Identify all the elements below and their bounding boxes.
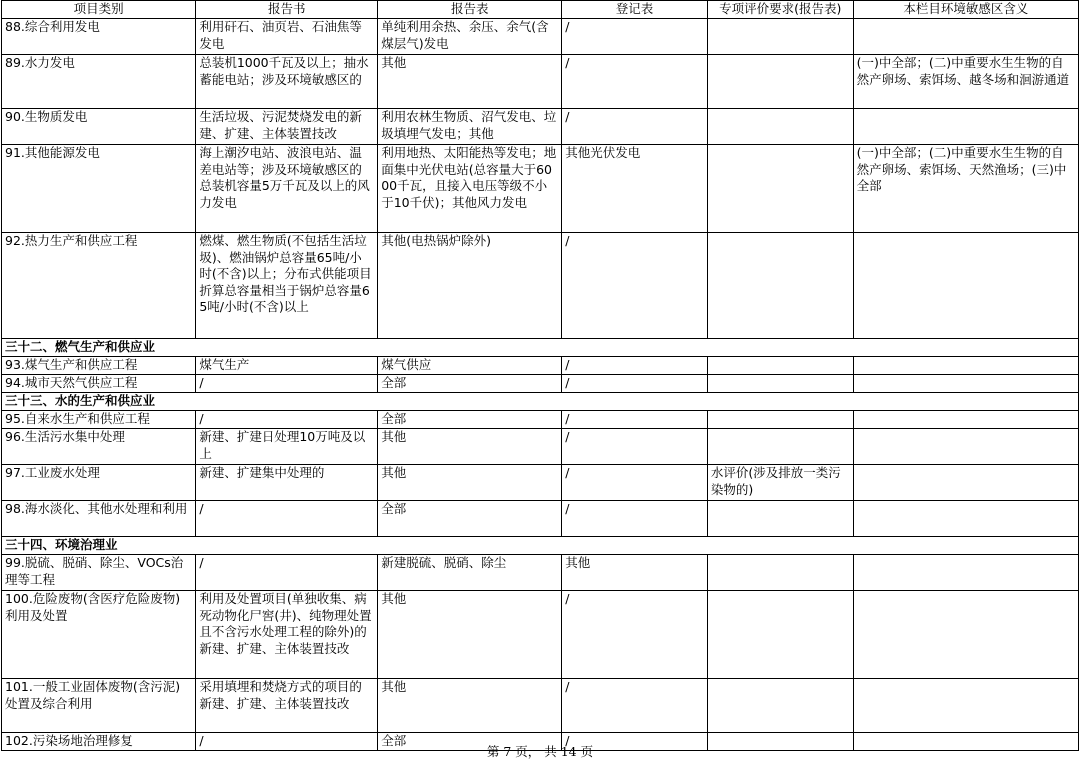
cell-project-category: 100.危险废物(含医疗危险废物)利用及处置 — [2, 591, 196, 679]
cell-registration-form: / — [562, 55, 708, 109]
eia-classification-table — [1, 0, 1079, 751]
cell-registration-form: / — [562, 19, 708, 55]
cell-report-form: 全部 — [378, 375, 562, 393]
cell-project-category: 89.水力发电 — [2, 55, 196, 109]
cell-sensitive-area-meaning — [853, 555, 1078, 591]
cell-sensitive-area-meaning — [853, 679, 1078, 733]
table-body — [2, 19, 1079, 751]
section-header-row — [2, 393, 1079, 411]
cell-special-evaluation — [707, 357, 853, 375]
cell-report-form: 煤气供应 — [378, 357, 562, 375]
cell-report-book: 利用矸石、油页岩、石油焦等发电 — [196, 19, 378, 55]
cell-project-category: 101.一般工业固体废物(含污泥)处置及综合利用 — [2, 679, 196, 733]
cell-registration-form: 其他 — [562, 555, 708, 591]
table-row — [2, 19, 1079, 55]
cell-special-evaluation — [707, 501, 853, 537]
table-row — [2, 429, 1079, 465]
cell-registration-form: / — [562, 357, 708, 375]
cell-project-category: 91.其他能源发电 — [2, 145, 196, 233]
cell-project-category: 96.生活污水集中处理 — [2, 429, 196, 465]
cell-registration-form: / — [562, 411, 708, 429]
header-report-form: 报告表 — [378, 1, 562, 19]
cell-special-evaluation — [707, 233, 853, 339]
cell-report-book: / — [196, 733, 378, 751]
cell-project-category: 92.热力生产和供应工程 — [2, 233, 196, 339]
header-report-book: 报告书 — [196, 1, 378, 19]
cell-report-book: 总装机1000千瓦及以上；抽水蓄能电站；涉及环境敏感区的 — [196, 55, 378, 109]
section-title: 三十三、水的生产和供应业 — [2, 393, 1079, 411]
cell-registration-form: / — [562, 465, 708, 501]
cell-report-book: 海上潮汐电站、波浪电站、温差电站等；涉及环境敏感区的总装机容量5万千瓦及以上的风力发电 — [196, 145, 378, 233]
cell-project-category: 98.海水淡化、其他水处理和利用 — [2, 501, 196, 537]
table-row — [2, 375, 1079, 393]
table-header-row — [2, 1, 1079, 19]
cell-report-form: 全部 — [378, 733, 562, 751]
cell-report-form: 其他 — [378, 591, 562, 679]
cell-sensitive-area-meaning — [853, 109, 1078, 145]
cell-registration-form: / — [562, 679, 708, 733]
section-title: 三十二、燃气生产和供应业 — [2, 339, 1079, 357]
cell-registration-form: / — [562, 591, 708, 679]
table-row — [2, 591, 1079, 679]
table-row — [2, 357, 1079, 375]
table-row — [2, 233, 1079, 339]
cell-sensitive-area-meaning — [853, 465, 1078, 501]
table-row — [2, 55, 1079, 109]
cell-report-form: 其他(电热锅炉除外) — [378, 233, 562, 339]
cell-report-book: 新建、扩建日处理10万吨及以上 — [196, 429, 378, 465]
cell-registration-form: / — [562, 429, 708, 465]
cell-report-form: 其他 — [378, 465, 562, 501]
cell-special-evaluation — [707, 429, 853, 465]
cell-registration-form: / — [562, 233, 708, 339]
cell-report-book: 利用及处置项目(单独收集、病死动物化尸窖(井)、纯物理处置且不含污水处理工程的除外)的新建、扩建、主体装置技改 — [196, 591, 378, 679]
cell-report-form: 全部 — [378, 411, 562, 429]
cell-sensitive-area-meaning — [853, 429, 1078, 465]
section-header-row — [2, 537, 1079, 555]
header-sensitive-area-meaning: 本栏目环境敏感区含义 — [853, 1, 1078, 19]
table-row — [2, 555, 1079, 591]
cell-special-evaluation — [707, 375, 853, 393]
cell-report-form: 其他 — [378, 429, 562, 465]
cell-report-form: 新建脱硫、脱硝、除尘 — [378, 555, 562, 591]
cell-special-evaluation — [707, 145, 853, 233]
cell-report-book: / — [196, 375, 378, 393]
cell-project-category: 94.城市天然气供应工程 — [2, 375, 196, 393]
header-special-evaluation: 专项评价要求(报告表) — [707, 1, 853, 19]
cell-sensitive-area-meaning — [853, 19, 1078, 55]
cell-project-category: 99.脱硫、脱硝、除尘、VOCs治理等工程 — [2, 555, 196, 591]
cell-registration-form: / — [562, 375, 708, 393]
cell-special-evaluation — [707, 19, 853, 55]
cell-sensitive-area-meaning — [853, 501, 1078, 537]
cell-special-evaluation — [707, 679, 853, 733]
section-header-row — [2, 339, 1079, 357]
cell-report-book: 燃煤、燃生物质(不包括生活垃圾)、燃油锅炉总容量65吨/小时(不含)以上；分布式供能项目折算总容量相当于锅炉总容量65吨/小时(不含)以上 — [196, 233, 378, 339]
cell-report-form: 其他 — [378, 679, 562, 733]
cell-project-category: 102.污染场地治理修复 — [2, 733, 196, 751]
cell-sensitive-area-meaning — [853, 233, 1078, 339]
cell-special-evaluation — [707, 591, 853, 679]
cell-report-book: 采用填埋和焚烧方式的项目的新建、扩建、主体装置技改 — [196, 679, 378, 733]
table-row — [2, 411, 1079, 429]
table-row — [2, 501, 1079, 537]
cell-sensitive-area-meaning — [853, 357, 1078, 375]
header-registration-form: 登记表 — [562, 1, 708, 19]
cell-project-category: 93.煤气生产和供应工程 — [2, 357, 196, 375]
cell-sensitive-area-meaning — [853, 411, 1078, 429]
cell-report-form: 全部 — [378, 501, 562, 537]
cell-report-form: 其他 — [378, 55, 562, 109]
cell-report-book: / — [196, 555, 378, 591]
table-row — [2, 679, 1079, 733]
cell-special-evaluation: 水评价(涉及排放一类污染物的) — [707, 465, 853, 501]
section-title: 三十四、环境治理业 — [2, 537, 1079, 555]
cell-registration-form: 其他光伏发电 — [562, 145, 708, 233]
cell-sensitive-area-meaning — [853, 375, 1078, 393]
cell-report-book: / — [196, 501, 378, 537]
cell-report-book: 煤气生产 — [196, 357, 378, 375]
cell-report-form: 单纯利用余热、余压、余气(含煤层气)发电 — [378, 19, 562, 55]
cell-project-category: 88.综合利用发电 — [2, 19, 196, 55]
cell-project-category: 90.生物质发电 — [2, 109, 196, 145]
cell-sensitive-area-meaning: (一)中全部；(二)中重要水生生物的自然产卵场、索饵场、天然渔场；(三)中全部 — [853, 145, 1078, 233]
cell-special-evaluation — [707, 555, 853, 591]
cell-sensitive-area-meaning — [853, 591, 1078, 679]
cell-project-category: 95.自来水生产和供应工程 — [2, 411, 196, 429]
cell-registration-form: / — [562, 501, 708, 537]
table-row — [2, 465, 1079, 501]
cell-report-book: / — [196, 411, 378, 429]
page-footer: 第 7 页， 共 14 页 — [486, 744, 594, 759]
table-row — [2, 145, 1079, 233]
cell-report-form: 利用地热、太阳能热等发电；地面集中光伏电站(总容量大于6000千瓦，且接入电压等级不小于10千伏)；其他风力发电 — [378, 145, 562, 233]
cell-report-form: 利用农林生物质、沼气发电、垃圾填埋气发电；其他 — [378, 109, 562, 145]
cell-special-evaluation — [707, 109, 853, 145]
cell-special-evaluation — [707, 55, 853, 109]
cell-report-book: 生活垃圾、污泥焚烧发电的新建、扩建、主体装置技改 — [196, 109, 378, 145]
table-row — [2, 109, 1079, 145]
cell-project-category: 97.工业废水处理 — [2, 465, 196, 501]
cell-registration-form: / — [562, 109, 708, 145]
cell-sensitive-area-meaning: (一)中全部；(二)中重要水生生物的自然产卵场、索饵场、越冬场和洄游通道 — [853, 55, 1078, 109]
header-project-category: 项目类别 — [2, 1, 196, 19]
cell-report-book: 新建、扩建集中处理的 — [196, 465, 378, 501]
cell-registration-form: / — [562, 733, 708, 751]
cell-special-evaluation — [707, 411, 853, 429]
